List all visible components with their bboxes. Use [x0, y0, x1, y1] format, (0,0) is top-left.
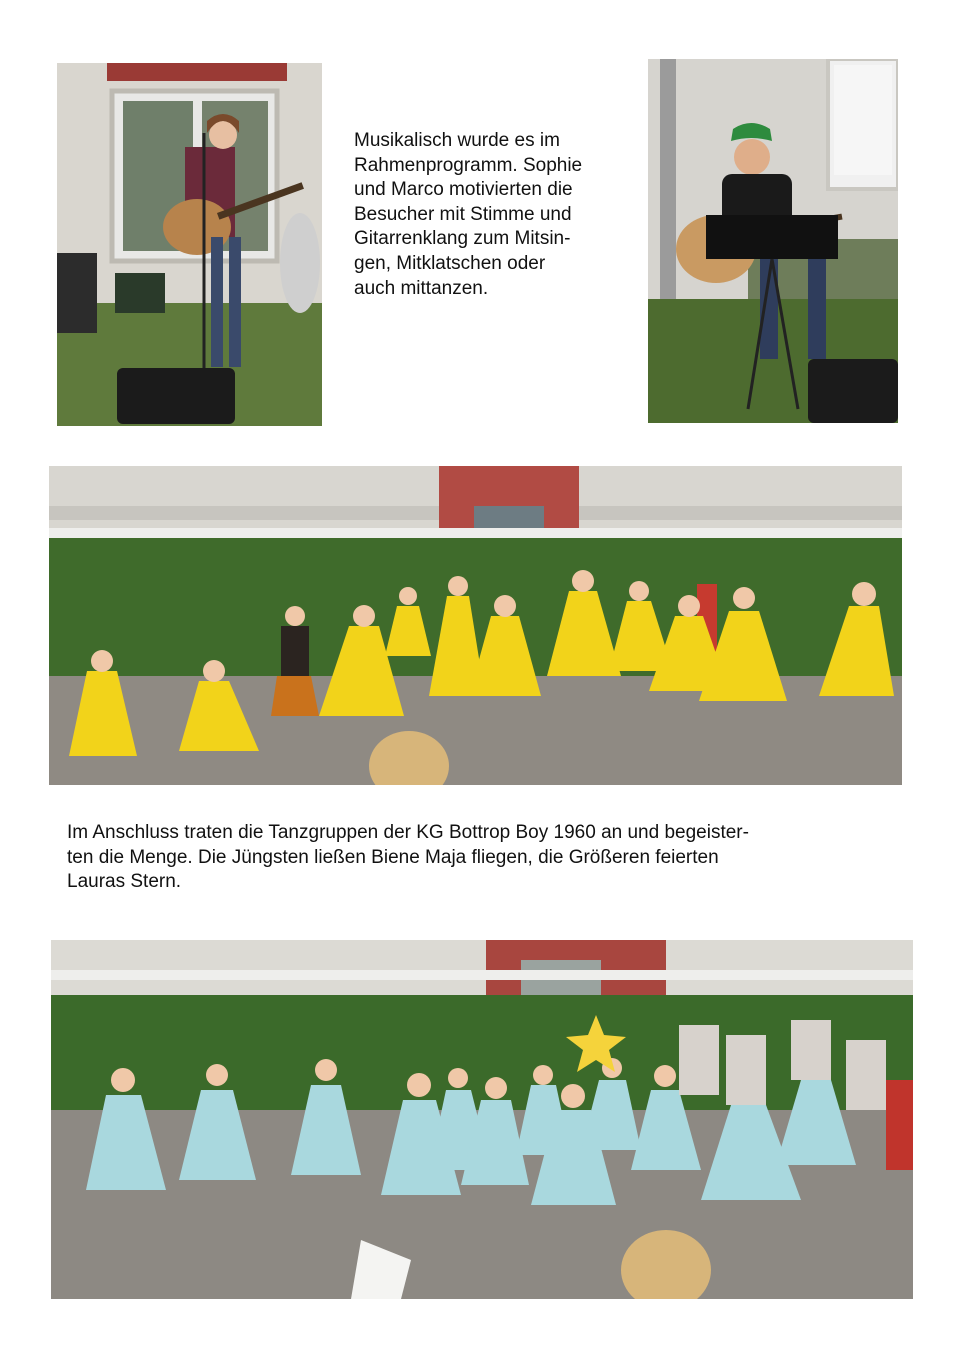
photo-bee-dancers	[49, 466, 902, 785]
intro-paragraph: Musikalisch wurde es im Rahmenprogramm. Sophie und Marco motivierten die Besucher mit Stimme und Gitarrenklang zum Mitsin- gen, Mitklatschen oder auch mittanzen.	[354, 130, 583, 299]
middle-paragraph: Im Anschluss traten die Tanzgruppen der KG Bottrop Boy 1960 an und begeister- ten die Menge. Die Jüngsten ließen Biene Maja fliegen, die Größeren feierten Lauras Stern.	[67, 822, 749, 893]
photo-marco-guitar	[648, 59, 898, 423]
photo-sophie-singing	[57, 63, 322, 426]
photo-star-dancers	[51, 940, 913, 1299]
